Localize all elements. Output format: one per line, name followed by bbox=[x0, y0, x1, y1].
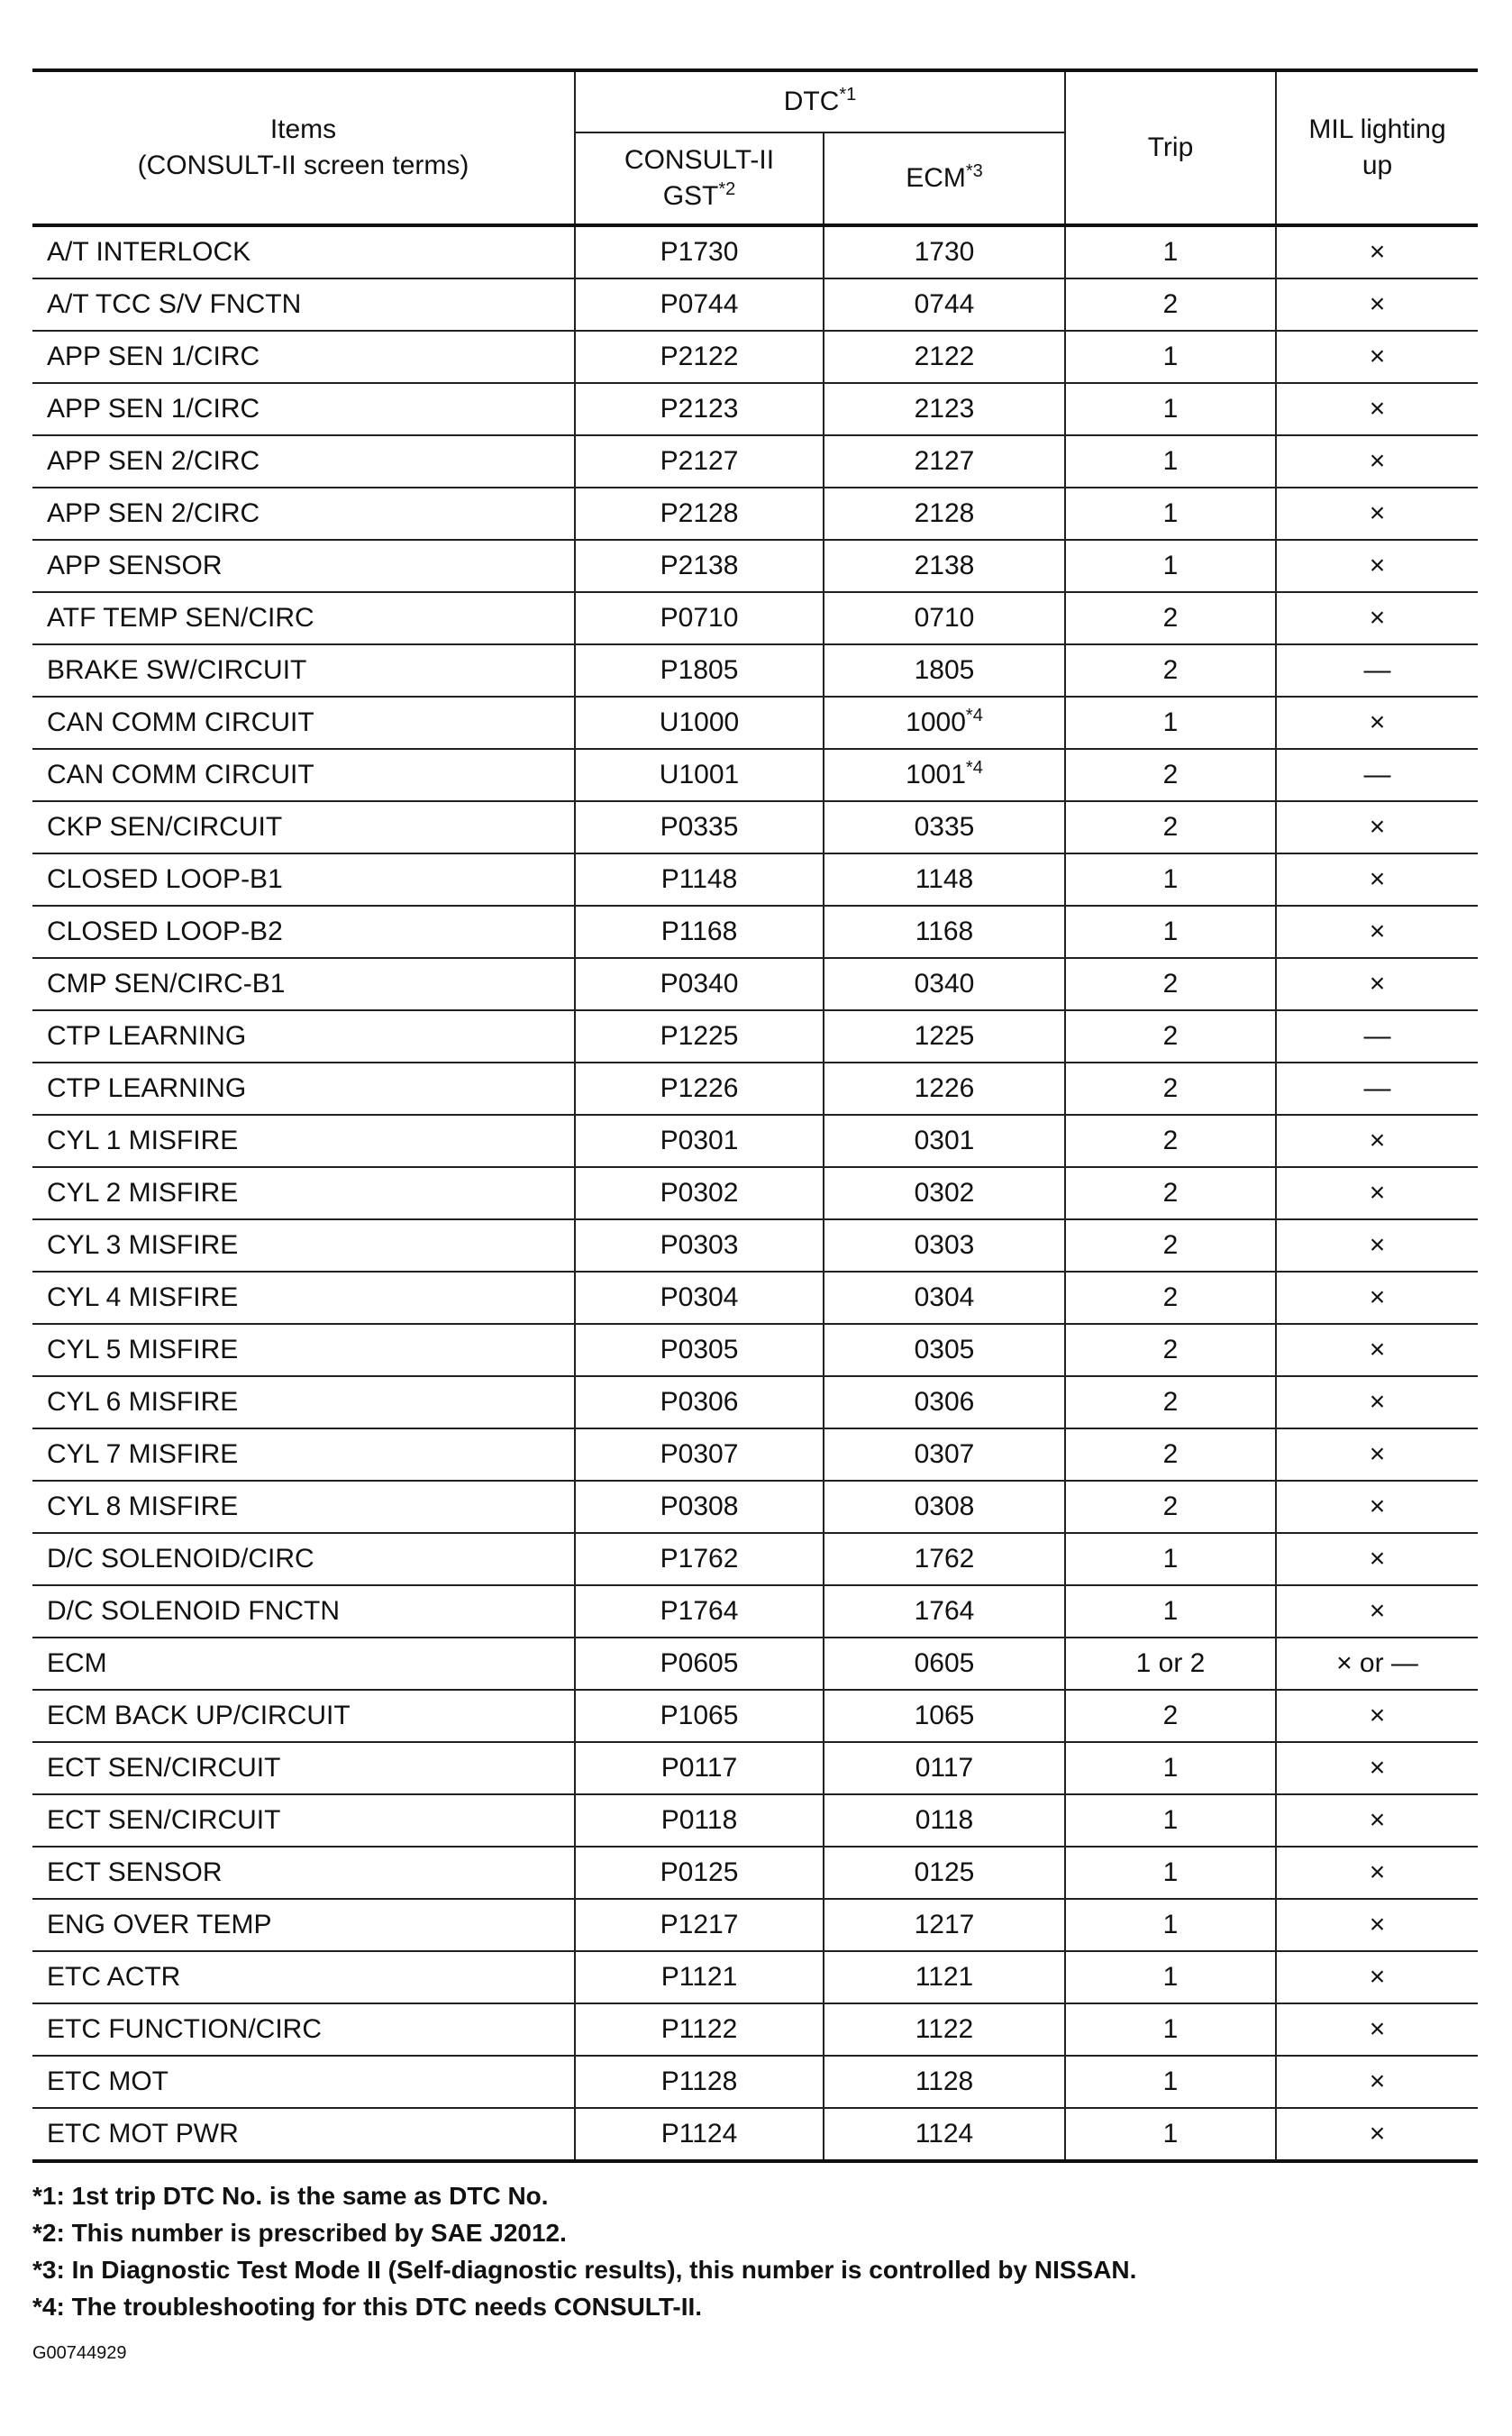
table-row bbox=[32, 331, 1478, 383]
ecm-code: 0305 bbox=[914, 1335, 975, 1364]
consult-gst-column-header bbox=[575, 132, 824, 225]
consult-header-label: CONSULT-II bbox=[624, 145, 775, 175]
ecm-code: 1805 bbox=[914, 655, 975, 685]
ecm-cell bbox=[824, 1899, 1065, 1951]
consult-gst-cell: P0303 bbox=[575, 1219, 824, 1272]
ecm-cell bbox=[824, 1794, 1065, 1847]
consult-gst-cell: P0305 bbox=[575, 1324, 824, 1376]
item-cell: CTP LEARNING bbox=[32, 1010, 575, 1063]
trip-cell: 1 bbox=[1065, 1533, 1276, 1585]
mil-cell: × bbox=[1276, 801, 1478, 853]
ecm-cell bbox=[824, 853, 1065, 906]
item-cell: CYL 8 MISFIRE bbox=[32, 1481, 575, 1533]
ecm-cell bbox=[824, 383, 1065, 435]
ecm-cell bbox=[824, 2056, 1065, 2108]
ecm-cell bbox=[824, 2003, 1065, 2056]
mil-cell: × bbox=[1276, 540, 1478, 592]
mil-header-label-line1: MIL lighting bbox=[1308, 114, 1446, 144]
trip-cell: 1 bbox=[1065, 697, 1276, 749]
ecm-cell bbox=[824, 1690, 1065, 1742]
ecm-header-label: ECM bbox=[906, 163, 966, 193]
mil-cell: × bbox=[1276, 1742, 1478, 1794]
ecm-cell bbox=[824, 1063, 1065, 1115]
ecm-cell bbox=[824, 644, 1065, 697]
consult-gst-cell: U1001 bbox=[575, 749, 824, 801]
ecm-cell bbox=[824, 1167, 1065, 1219]
table-row bbox=[32, 1063, 1478, 1115]
trip-cell: 2 bbox=[1065, 1063, 1276, 1115]
consult-gst-cell: P1762 bbox=[575, 1533, 824, 1585]
trip-cell: 1 bbox=[1065, 1585, 1276, 1638]
table-row bbox=[32, 1847, 1478, 1899]
ecm-cell bbox=[824, 697, 1065, 749]
ecm-cell bbox=[824, 592, 1065, 644]
mil-cell: × bbox=[1276, 1951, 1478, 2003]
ecm-cell bbox=[824, 1847, 1065, 1899]
ecm-code: 0335 bbox=[914, 812, 975, 842]
table-row bbox=[32, 1899, 1478, 1951]
mil-cell: × bbox=[1276, 2056, 1478, 2108]
table-row bbox=[32, 1481, 1478, 1533]
mil-column-header bbox=[1276, 70, 1478, 225]
mil-cell: × bbox=[1276, 488, 1478, 540]
item-cell: D/C SOLENOID/CIRC bbox=[32, 1533, 575, 1585]
trip-cell: 1 bbox=[1065, 2108, 1276, 2161]
trip-cell: 1 bbox=[1065, 540, 1276, 592]
ecm-code: 1226 bbox=[914, 1073, 975, 1103]
ecm-cell bbox=[824, 1742, 1065, 1794]
trip-cell: 1 bbox=[1065, 853, 1276, 906]
trip-cell: 2 bbox=[1065, 1219, 1276, 1272]
ecm-code: 1000 bbox=[906, 707, 966, 737]
consult-gst-cell: P1121 bbox=[575, 1951, 824, 2003]
table-row bbox=[32, 592, 1478, 644]
ecm-cell bbox=[824, 488, 1065, 540]
ecm-code: 1122 bbox=[915, 2014, 974, 2044]
ecm-code: 0304 bbox=[914, 1282, 975, 1312]
table-row bbox=[32, 225, 1478, 278]
table-row bbox=[32, 1219, 1478, 1272]
trip-cell: 1 bbox=[1065, 2056, 1276, 2108]
mil-cell: — bbox=[1276, 1010, 1478, 1063]
ecm-cell bbox=[824, 1481, 1065, 1533]
mil-cell: × bbox=[1276, 1690, 1478, 1742]
table-row bbox=[32, 1272, 1478, 1324]
item-cell: CMP SEN/CIRC-B1 bbox=[32, 958, 575, 1010]
trip-cell: 2 bbox=[1065, 644, 1276, 697]
ecm-code: 2122 bbox=[914, 342, 975, 371]
ecm-code: 1148 bbox=[915, 864, 974, 894]
item-cell: ETC MOT PWR bbox=[32, 2108, 575, 2161]
footnote-4: *4: The troubleshooting for this DTC needs CONSULT-II. bbox=[32, 2293, 703, 2321]
ecm-code: 2127 bbox=[914, 446, 975, 476]
ecm-footnote-mark: *4 bbox=[965, 758, 983, 778]
consult-gst-cell: P1730 bbox=[575, 225, 824, 278]
consult-gst-cell: P1168 bbox=[575, 906, 824, 958]
consult-gst-cell: P0340 bbox=[575, 958, 824, 1010]
trip-cell: 1 or 2 bbox=[1065, 1638, 1276, 1690]
ecm-code: 0306 bbox=[914, 1387, 975, 1417]
ecm-code: 1001 bbox=[906, 760, 966, 789]
trip-cell: 1 bbox=[1065, 1742, 1276, 1794]
mil-cell: — bbox=[1276, 644, 1478, 697]
item-cell: ECT SEN/CIRCUIT bbox=[32, 1742, 575, 1794]
trip-cell: 1 bbox=[1065, 906, 1276, 958]
consult-gst-cell: P1217 bbox=[575, 1899, 824, 1951]
consult-gst-cell: P1148 bbox=[575, 853, 824, 906]
consult-gst-cell: P2122 bbox=[575, 331, 824, 383]
item-cell: CYL 5 MISFIRE bbox=[32, 1324, 575, 1376]
items-column-header bbox=[32, 70, 575, 225]
ecm-cell bbox=[824, 540, 1065, 592]
ecm-cell bbox=[824, 1324, 1065, 1376]
item-cell: CAN COMM CIRCUIT bbox=[32, 697, 575, 749]
ecm-code: 0744 bbox=[914, 289, 975, 319]
ecm-code: 1121 bbox=[915, 1962, 974, 1992]
trip-cell: 1 bbox=[1065, 435, 1276, 488]
ecm-cell bbox=[824, 1428, 1065, 1481]
item-cell: CYL 2 MISFIRE bbox=[32, 1167, 575, 1219]
ecm-cell bbox=[824, 1272, 1065, 1324]
mil-cell: × bbox=[1276, 1272, 1478, 1324]
table-row bbox=[32, 1690, 1478, 1742]
mil-cell: × bbox=[1276, 1533, 1478, 1585]
ecm-cell bbox=[824, 958, 1065, 1010]
table-row bbox=[32, 540, 1478, 592]
ecm-cell bbox=[824, 435, 1065, 488]
ecm-code: 1762 bbox=[914, 1544, 975, 1574]
dtc-group-header bbox=[575, 70, 1065, 132]
item-cell: A/T INTERLOCK bbox=[32, 225, 575, 278]
item-cell: CYL 3 MISFIRE bbox=[32, 1219, 575, 1272]
item-cell: A/T TCC S/V FNCTN bbox=[32, 278, 575, 331]
ecm-code: 1730 bbox=[914, 237, 975, 267]
trip-cell: 2 bbox=[1065, 1428, 1276, 1481]
trip-cell: 1 bbox=[1065, 331, 1276, 383]
trip-cell: 1 bbox=[1065, 1847, 1276, 1899]
dtc-table bbox=[32, 68, 1478, 2163]
mil-cell: × bbox=[1276, 383, 1478, 435]
trip-cell: 2 bbox=[1065, 1376, 1276, 1428]
mil-cell: × bbox=[1276, 331, 1478, 383]
mil-cell: × bbox=[1276, 1219, 1478, 1272]
table-row bbox=[32, 1742, 1478, 1794]
item-cell: CKP SEN/CIRCUIT bbox=[32, 801, 575, 853]
ecm-cell bbox=[824, 1951, 1065, 2003]
item-cell: CYL 7 MISFIRE bbox=[32, 1428, 575, 1481]
ecm-code: 1764 bbox=[914, 1596, 975, 1626]
table-row bbox=[32, 697, 1478, 749]
ecm-cell bbox=[824, 749, 1065, 801]
table-row bbox=[32, 1010, 1478, 1063]
table-row bbox=[32, 2003, 1478, 2056]
item-cell: APP SEN 2/CIRC bbox=[32, 435, 575, 488]
table-row bbox=[32, 1324, 1478, 1376]
item-cell: CTP LEARNING bbox=[32, 1063, 575, 1115]
trip-cell: 1 bbox=[1065, 1794, 1276, 1847]
item-cell: ECM bbox=[32, 1638, 575, 1690]
table-row bbox=[32, 1951, 1478, 2003]
consult-gst-cell: P0301 bbox=[575, 1115, 824, 1167]
ecm-code: 1128 bbox=[915, 2066, 974, 2096]
consult-gst-cell: P1226 bbox=[575, 1063, 824, 1115]
trip-column-header bbox=[1065, 70, 1276, 225]
trip-cell: 2 bbox=[1065, 1010, 1276, 1063]
mil-cell: × bbox=[1276, 592, 1478, 644]
table-row bbox=[32, 801, 1478, 853]
ecm-cell bbox=[824, 331, 1065, 383]
consult-gst-cell: P0308 bbox=[575, 1481, 824, 1533]
ecm-code: 0307 bbox=[914, 1439, 975, 1469]
table-row bbox=[32, 958, 1478, 1010]
item-cell: BRAKE SW/CIRCUIT bbox=[32, 644, 575, 697]
table-row bbox=[32, 644, 1478, 697]
trip-cell: 2 bbox=[1065, 801, 1276, 853]
mil-cell: × bbox=[1276, 958, 1478, 1010]
item-cell: ETC FUNCTION/CIRC bbox=[32, 2003, 575, 2056]
trip-header-label: Trip bbox=[1147, 132, 1194, 162]
footnote-3: *3: In Diagnostic Test Mode II (Self-diagnostic results), this number is controlled by NISSAN. bbox=[32, 2256, 1137, 2284]
mil-cell: × bbox=[1276, 1167, 1478, 1219]
item-cell: ECM BACK UP/CIRCUIT bbox=[32, 1690, 575, 1742]
mil-cell: × bbox=[1276, 278, 1478, 331]
consult-gst-cell: P2127 bbox=[575, 435, 824, 488]
items-header-sublabel: (CONSULT-II screen terms) bbox=[137, 151, 469, 180]
mil-cell: × or — bbox=[1276, 1638, 1478, 1690]
mil-cell: × bbox=[1276, 2003, 1478, 2056]
item-cell: CYL 4 MISFIRE bbox=[32, 1272, 575, 1324]
ecm-code: 0117 bbox=[915, 1753, 974, 1783]
mil-cell: × bbox=[1276, 435, 1478, 488]
ecm-code: 0125 bbox=[914, 1857, 975, 1887]
item-cell: APP SEN 1/CIRC bbox=[32, 331, 575, 383]
item-cell: APP SEN 1/CIRC bbox=[32, 383, 575, 435]
table-row bbox=[32, 1115, 1478, 1167]
mil-cell: × bbox=[1276, 1115, 1478, 1167]
item-cell: CAN COMM CIRCUIT bbox=[32, 749, 575, 801]
item-cell: ECT SENSOR bbox=[32, 1847, 575, 1899]
ecm-code: 2138 bbox=[914, 551, 975, 580]
consult-gst-cell: P1764 bbox=[575, 1585, 824, 1638]
ecm-footnote-mark: *4 bbox=[965, 706, 983, 725]
trip-cell: 2 bbox=[1065, 749, 1276, 801]
ecm-code: 1124 bbox=[915, 2119, 974, 2149]
mil-cell: × bbox=[1276, 1585, 1478, 1638]
table-row bbox=[32, 906, 1478, 958]
footnote-1: *1: 1st trip DTC No. is the same as DTC No. bbox=[32, 2182, 549, 2210]
consult-gst-cell: P1128 bbox=[575, 2056, 824, 2108]
consult-gst-cell: P0306 bbox=[575, 1376, 824, 1428]
trip-cell: 2 bbox=[1065, 1115, 1276, 1167]
ecm-cell bbox=[824, 1533, 1065, 1585]
consult-gst-cell: P0307 bbox=[575, 1428, 824, 1481]
mil-cell: — bbox=[1276, 1063, 1478, 1115]
mil-header-label-line2: up bbox=[1362, 151, 1393, 180]
consult-gst-cell: P1065 bbox=[575, 1690, 824, 1742]
consult-gst-cell: P0117 bbox=[575, 1742, 824, 1794]
ecm-code: 1065 bbox=[914, 1701, 975, 1730]
ecm-code: 0340 bbox=[914, 969, 975, 999]
trip-cell: 2 bbox=[1065, 592, 1276, 644]
trip-cell: 2 bbox=[1065, 1481, 1276, 1533]
consult-gst-cell: P2123 bbox=[575, 383, 824, 435]
item-cell: CLOSED LOOP-B2 bbox=[32, 906, 575, 958]
mil-cell: × bbox=[1276, 225, 1478, 278]
dtc-footnote-mark: *1 bbox=[839, 85, 857, 105]
ecm-code: 0118 bbox=[915, 1805, 974, 1835]
item-cell: ETC ACTR bbox=[32, 1951, 575, 2003]
item-cell: ENG OVER TEMP bbox=[32, 1899, 575, 1951]
consult-gst-cell: P0335 bbox=[575, 801, 824, 853]
ecm-code: 0605 bbox=[914, 1648, 975, 1678]
ecm-code: 0303 bbox=[914, 1230, 975, 1260]
table-row bbox=[32, 278, 1478, 331]
item-cell: CLOSED LOOP-B1 bbox=[32, 853, 575, 906]
mil-cell: × bbox=[1276, 697, 1478, 749]
trip-cell: 2 bbox=[1065, 1690, 1276, 1742]
footnotes bbox=[32, 2177, 1478, 2325]
table-row bbox=[32, 1794, 1478, 1847]
table-row bbox=[32, 1167, 1478, 1219]
mil-cell: × bbox=[1276, 1847, 1478, 1899]
figure-code: G00744929 bbox=[32, 2343, 127, 2363]
ecm-code: 1225 bbox=[914, 1021, 975, 1051]
gst-header-label: GST bbox=[662, 181, 719, 211]
item-cell: CYL 1 MISFIRE bbox=[32, 1115, 575, 1167]
item-cell: ATF TEMP SEN/CIRC bbox=[32, 592, 575, 644]
item-cell: APP SENSOR bbox=[32, 540, 575, 592]
ecm-column-header bbox=[824, 132, 1065, 225]
consult-gst-cell: P1124 bbox=[575, 2108, 824, 2161]
dtc-table-header bbox=[32, 70, 1478, 225]
trip-cell: 1 bbox=[1065, 488, 1276, 540]
table-row bbox=[32, 488, 1478, 540]
ecm-code: 0301 bbox=[914, 1126, 975, 1155]
document-page bbox=[32, 68, 1478, 2364]
ecm-cell bbox=[824, 2108, 1065, 2161]
ecm-code: 1168 bbox=[915, 917, 974, 946]
ecm-cell bbox=[824, 1115, 1065, 1167]
ecm-cell bbox=[824, 1010, 1065, 1063]
item-cell: ETC MOT bbox=[32, 2056, 575, 2108]
mil-cell: × bbox=[1276, 2108, 1478, 2161]
consult-gst-cell: P0302 bbox=[575, 1167, 824, 1219]
ecm-cell bbox=[824, 1638, 1065, 1690]
consult-gst-cell: P2138 bbox=[575, 540, 824, 592]
trip-cell: 1 bbox=[1065, 1951, 1276, 2003]
ecm-code: 0308 bbox=[914, 1492, 975, 1521]
table-row bbox=[32, 2056, 1478, 2108]
table-row bbox=[32, 1585, 1478, 1638]
ecm-cell bbox=[824, 278, 1065, 331]
item-cell: CYL 6 MISFIRE bbox=[32, 1376, 575, 1428]
trip-cell: 1 bbox=[1065, 2003, 1276, 2056]
trip-cell: 2 bbox=[1065, 1167, 1276, 1219]
ecm-code: 1217 bbox=[914, 1910, 975, 1939]
item-cell: D/C SOLENOID FNCTN bbox=[32, 1585, 575, 1638]
table-row bbox=[32, 383, 1478, 435]
mil-cell: × bbox=[1276, 1428, 1478, 1481]
mil-cell: × bbox=[1276, 853, 1478, 906]
ecm-footnote-mark: *3 bbox=[965, 161, 983, 181]
mil-cell: × bbox=[1276, 1376, 1478, 1428]
ecm-cell bbox=[824, 801, 1065, 853]
trip-cell: 2 bbox=[1065, 1272, 1276, 1324]
ecm-code: 2128 bbox=[914, 498, 975, 528]
trip-cell: 1 bbox=[1065, 225, 1276, 278]
table-row bbox=[32, 853, 1478, 906]
trip-cell: 2 bbox=[1065, 958, 1276, 1010]
consult-gst-cell: P0744 bbox=[575, 278, 824, 331]
ecm-code: 2123 bbox=[914, 394, 975, 424]
trip-cell: 1 bbox=[1065, 383, 1276, 435]
table-row bbox=[32, 2108, 1478, 2161]
consult-gst-cell: U1000 bbox=[575, 697, 824, 749]
table-row bbox=[32, 1428, 1478, 1481]
table-row bbox=[32, 1376, 1478, 1428]
mil-cell: × bbox=[1276, 1324, 1478, 1376]
trip-cell: 2 bbox=[1065, 278, 1276, 331]
footnote-2: *2: This number is prescribed by SAE J2012. bbox=[32, 2219, 567, 2247]
gst-footnote-mark: *2 bbox=[718, 179, 736, 199]
consult-gst-cell: P0118 bbox=[575, 1794, 824, 1847]
consult-gst-cell: P0125 bbox=[575, 1847, 824, 1899]
dtc-header-label: DTC bbox=[783, 87, 840, 116]
mil-cell: — bbox=[1276, 749, 1478, 801]
consult-gst-cell: P0605 bbox=[575, 1638, 824, 1690]
consult-gst-cell: P1122 bbox=[575, 2003, 824, 2056]
consult-gst-cell: P1225 bbox=[575, 1010, 824, 1063]
item-cell: ECT SEN/CIRCUIT bbox=[32, 1794, 575, 1847]
consult-gst-cell: P0710 bbox=[575, 592, 824, 644]
mil-cell: × bbox=[1276, 1899, 1478, 1951]
consult-gst-cell: P2128 bbox=[575, 488, 824, 540]
ecm-cell bbox=[824, 906, 1065, 958]
ecm-code: 0710 bbox=[914, 603, 975, 633]
table-row bbox=[32, 435, 1478, 488]
mil-cell: × bbox=[1276, 1794, 1478, 1847]
item-cell: APP SEN 2/CIRC bbox=[32, 488, 575, 540]
consult-gst-cell: P0304 bbox=[575, 1272, 824, 1324]
table-row bbox=[32, 1533, 1478, 1585]
table-row bbox=[32, 1638, 1478, 1690]
trip-cell: 1 bbox=[1065, 1899, 1276, 1951]
items-header-label: Items bbox=[269, 114, 337, 144]
trip-cell: 2 bbox=[1065, 1324, 1276, 1376]
ecm-code: 0302 bbox=[914, 1178, 975, 1208]
ecm-cell bbox=[824, 1585, 1065, 1638]
ecm-cell bbox=[824, 1219, 1065, 1272]
mil-cell: × bbox=[1276, 906, 1478, 958]
mil-cell: × bbox=[1276, 1481, 1478, 1533]
ecm-cell bbox=[824, 1376, 1065, 1428]
consult-gst-cell: P1805 bbox=[575, 644, 824, 697]
dtc-table-body bbox=[32, 225, 1478, 2161]
ecm-cell bbox=[824, 225, 1065, 278]
table-row bbox=[32, 749, 1478, 801]
